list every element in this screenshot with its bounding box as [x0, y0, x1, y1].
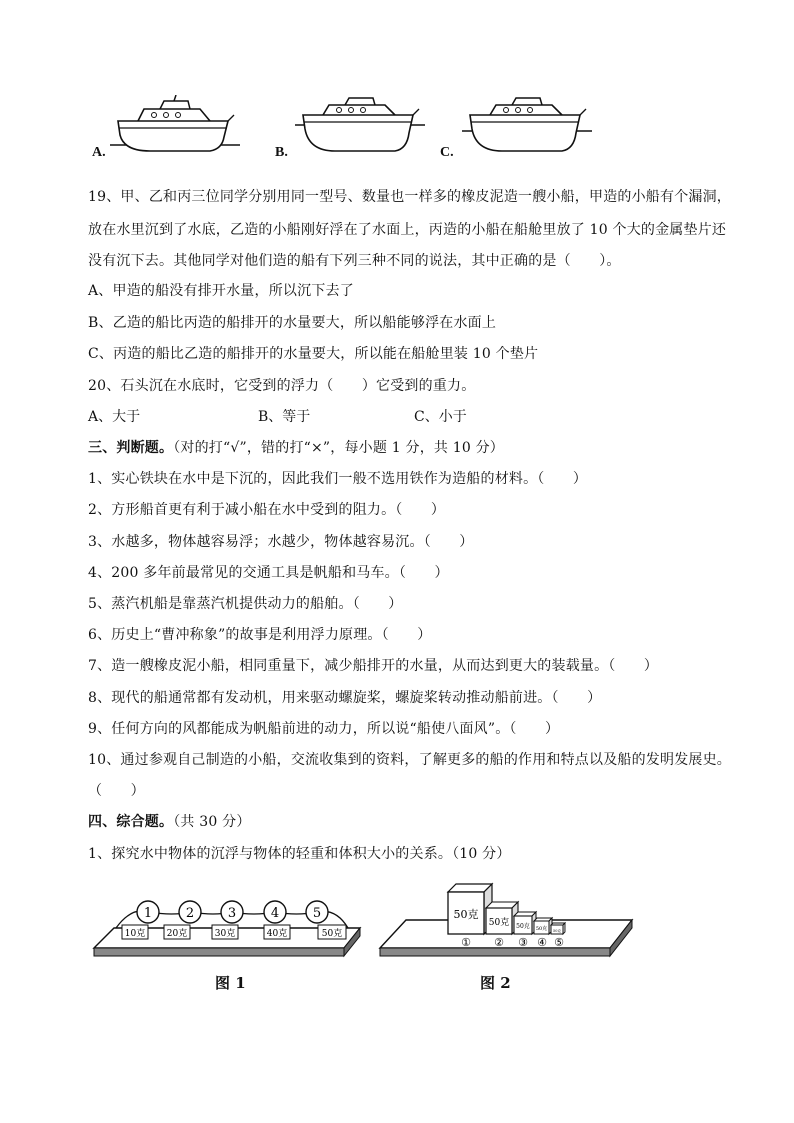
section4-heading: [88, 811, 251, 831]
boat-option-c-label: C.: [440, 145, 454, 160]
q19-stem-line3: 没有沉下去。其他同学对他们造的船有下列三种不同的说法，其中正确的是（ ）。: [88, 253, 621, 269]
judge-item-6: 6、历史上“曹冲称象”的故事是利用浮力原理。（ ）: [88, 627, 432, 643]
boat-c-illustration: [462, 95, 597, 155]
q20-option-b: B、等于: [258, 409, 311, 425]
boat-b-illustration: [295, 95, 430, 155]
figure-2-illustration: [378, 878, 634, 962]
judge-item-7: 7、造一艘橡皮泥小船，相同重量下，减少船排开的水量，从而达到更大的装载量。（ ）: [88, 658, 659, 674]
q19-option-c: C、丙造的船比乙造的船排开的水量要大，所以能在船舱里装 10 个垫片: [88, 346, 539, 362]
q19-option-a: A、甲造的船没有排开水量，所以沉下去了: [88, 283, 354, 299]
section4-question-1: 1、探究水中物体的沉浮与物体的轻重和体积大小的关系。（10 分）: [88, 846, 511, 862]
fig2-cube-3-label: 50克: [516, 923, 530, 930]
figure-1-caption: 图 1: [215, 974, 246, 992]
q19-stem-line2: 放在水里沉到了水底，乙造的小船刚好浮在了水面上，丙造的小船在船舱里放了 10 个大的金属垫片还: [88, 222, 727, 238]
judge-item-4: 4、200 多年前最常见的交通工具是帆船和马车。（ ）: [88, 565, 449, 581]
fig2-num-5: ⑤: [554, 936, 564, 949]
boat-a-illustration: [110, 95, 245, 155]
fig1-tag-40g: 40克: [266, 929, 288, 939]
section3-note: （对的打“√”，错的打“×”，每小题 1 分，共 10 分）: [173, 440, 505, 456]
judge-item-2: 2、方形船首更有利于减小船在水中受到的阻力。（ ）: [88, 502, 446, 518]
q19-option-b: B、乙造的船比丙造的船排开的水量要大，所以船能够浮在水面上: [88, 315, 497, 331]
judge-item-10-answer: （ ）: [88, 783, 145, 799]
boat-option-a-label: A.: [92, 145, 106, 160]
fig2-cube-2-label: 50克: [488, 918, 510, 928]
fig1-tag-30g: 30克: [214, 929, 236, 939]
section4-title: 四、综合题。: [88, 814, 174, 830]
judge-item-9: 9、任何方向的风都能成为帆船前进的动力，所以说“船使八面风”。（ ）: [88, 721, 560, 737]
judge-item-10: 10、通过参观自己制造的小船，交流收集到的资料，了解更多的船的作用和特点以及船的发明发展史。: [88, 752, 732, 768]
fig2-num-3: ③: [518, 936, 528, 949]
judge-item-5: 5、蒸汽机船是靠蒸汽机提供动力的船舶。（ ）: [88, 596, 403, 612]
boat-option-b-label: B.: [275, 145, 288, 160]
fig1-ball-2: 2: [185, 906, 195, 921]
section3-heading: [88, 437, 504, 457]
judge-item-1: 1、实心铁块在水中是下沉的，因此我们一般不选用铁作为造船的材料。（ ）: [88, 471, 588, 487]
q20-option-a: A、大于: [88, 409, 141, 425]
fig1-ball-5: 5: [312, 906, 322, 921]
fig2-cube-1-label: 50克: [453, 908, 479, 921]
q20-stem: 20、石头沉在水底时，它受到的浮力（ ）它受到的重力。: [88, 378, 476, 394]
fig2-num-1: ①: [461, 936, 471, 949]
fig2-num-2: ②: [494, 936, 504, 949]
fig1-tag-10g: 10克: [124, 929, 146, 939]
q19-stem-line1: 19、甲、乙和丙三位同学分别用同一型号、数量也一样多的橡皮泥造一艘小船，甲造的小船有个漏洞，: [88, 189, 732, 205]
q20-option-c: C、小于: [414, 409, 467, 425]
figure-1-illustration: [92, 892, 362, 962]
fig1-ball-3: 3: [227, 906, 237, 921]
figure-2-caption: 图 2: [480, 974, 511, 992]
fig2-num-4: ④: [537, 936, 547, 949]
judge-item-8: 8、现代的船通常都有发动机，用来驱动螺旋桨，螺旋桨转动推动船前进。（ ）: [88, 690, 602, 706]
fig1-ball-1: 1: [143, 906, 153, 921]
fig1-tag-20g: 20克: [166, 929, 188, 939]
section4-note: （共 30 分）: [173, 814, 251, 830]
fig1-ball-4: 4: [270, 906, 280, 921]
fig2-cube-5-label: 50克: [553, 929, 561, 933]
fig2-cube-4-label: 50克: [535, 926, 548, 932]
section3-title: 三、判断题。: [88, 440, 174, 456]
judge-item-3: 3、水越多，物体越容易浮；水越少，物体越容易沉。（ ）: [88, 534, 474, 550]
fig1-tag-50g: 50克: [321, 929, 343, 939]
